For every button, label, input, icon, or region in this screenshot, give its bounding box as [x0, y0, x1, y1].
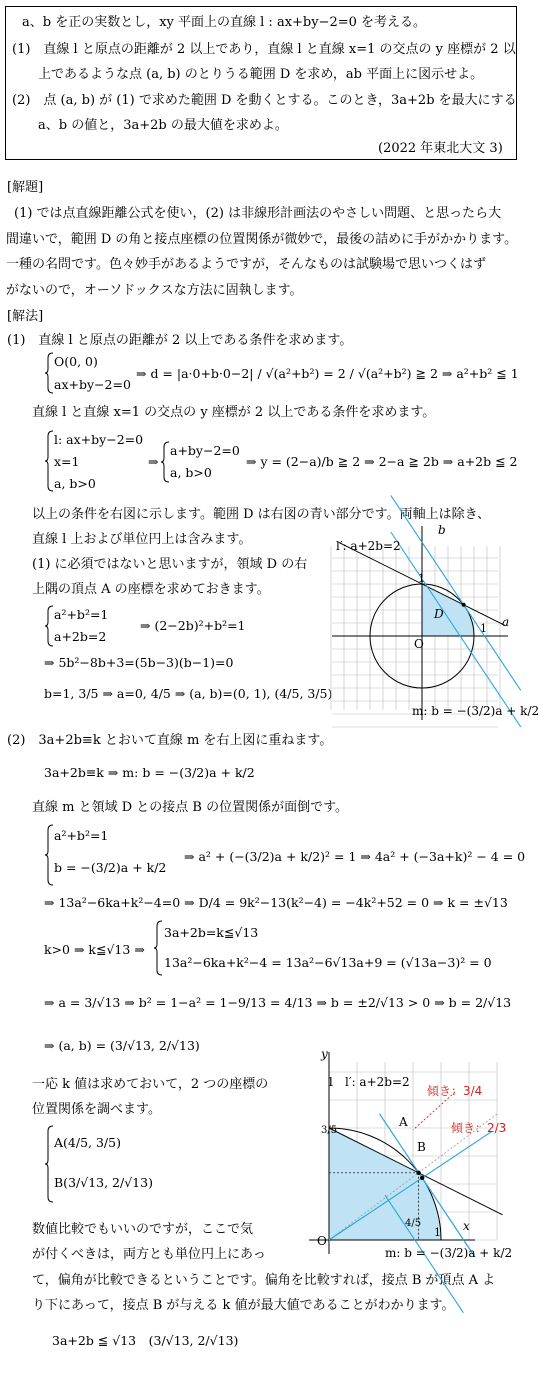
- equation: a²+b²=1: [54, 828, 109, 843]
- region-label: D: [434, 607, 444, 621]
- equation: ⇒ (2−2b)²+b²=1: [140, 618, 246, 633]
- brace: [44, 352, 54, 394]
- brace: [44, 430, 54, 492]
- tick-label: 1: [327, 1075, 335, 1089]
- equation: l: ax+by−2=0: [54, 432, 144, 447]
- solution-part1-title: (1) 直線 l と原点の距離が 2 以上である条件を求めます。: [7, 333, 353, 348]
- equation: b = −(3/2)a + k/2: [54, 860, 167, 875]
- solution-text: 以上の条件を右図に示します。範囲 D は右図の青い部分です。両軸上は除き、: [32, 507, 491, 522]
- commentary-line: 間違いで，範囲 D の角と接点座標の位置関係が微妙で，最後の詰めに手がかかります。: [6, 232, 518, 247]
- brace: [44, 824, 54, 886]
- axis-b-label: b: [438, 523, 446, 537]
- equation: b=1, 3/5 ⇒ a=0, 4/5 ⇒ (a, b)=(0, 1), (4/5, 3/5): [44, 686, 333, 701]
- solution-text: り下にあって，接点 B が与える k 値が最大値であることがわかります。: [32, 1298, 455, 1313]
- tick-label: 1: [480, 622, 487, 635]
- equation: ⇒ 13a²−6ka+k²−4=0 ⇒ D/4 = 9k²−13(k²−4) = −4k²+52 = 0 ⇒ k = ±√13: [44, 895, 508, 910]
- equation: a²+b²=1: [54, 607, 109, 622]
- slope-label: 傾き：2/3: [451, 1121, 507, 1135]
- origin-label: O: [414, 637, 424, 651]
- equation: 3a+2b≡k ⇒ m: b = −(3/2)a + k/2: [44, 765, 255, 780]
- axis-x-label: x: [463, 1219, 470, 1233]
- tick-label: 1: [418, 572, 425, 585]
- brace: [44, 1125, 54, 1203]
- equation: a+2b=2: [54, 629, 107, 644]
- inequality-derivation: ⇒ y = (2−a)/b ≧ 2 ⇒ 2−a ≧ 2b ⇒ a+2b ≦ 2: [246, 454, 518, 469]
- line-m-label: m: b = −(3/2)a + k/2: [385, 1246, 513, 1260]
- solution-text: 一応 k 値は求めておいて，2 つの座標の: [32, 1077, 269, 1092]
- commentary-line: がないので，オーソドックスな方法に固執します。: [6, 283, 303, 298]
- solution-part2-title: (2) 3a+2b≡k とおいて直線 m を右上図に重ねます。: [7, 733, 333, 748]
- axis-y-label: y: [321, 1047, 328, 1061]
- point-A: A(4/5, 3/5): [54, 1135, 121, 1150]
- solution-text: 直線 l と直線 x=1 の交点の y 座標が 2 以上である条件を求めます。: [32, 405, 436, 420]
- point-A-label: A: [399, 1115, 408, 1129]
- line-m-tangent: [391, 495, 521, 690]
- brace: [153, 920, 163, 976]
- line-l-label: l′: a+2b=2: [336, 539, 401, 553]
- tick-label: 1: [434, 1226, 441, 1239]
- slope-label: 傾き：3/4: [427, 1084, 483, 1098]
- problem-part1-line2: 上であるような点 (a, b) のとりうる範囲 D を求め，ab 平面上に図示せよ。: [38, 67, 484, 82]
- figure-tangent: [295, 1048, 521, 1260]
- tick-label: 4/5: [405, 1218, 422, 1229]
- tick-label: 3/5: [321, 1125, 338, 1136]
- solution-heading: [解法]: [7, 309, 44, 324]
- equation: 3a+2b=k≦√13: [164, 925, 259, 940]
- final-answer: 3a+2b ≦ √13 (3/√13, 2/√13): [52, 1333, 239, 1348]
- point-A-dot: [462, 603, 466, 607]
- problem-source: (2022 年東北大文 3): [378, 141, 503, 156]
- brace: [160, 441, 170, 483]
- figure-region-D: [322, 520, 522, 730]
- line-l-label: l′: a+2b=2: [345, 1075, 410, 1089]
- solution-text: て，偏角が比較できるということです。偏角を比較すれば，接点 B が頂点 A よ: [32, 1273, 496, 1288]
- distance-derivation: ⇒ d = |a·0+b·0−2| / √(a²+b²) = 2 / √(a²+b²) ≧ 2 ⇒ a²+b² ≦ 1: [136, 366, 519, 381]
- solution-text: 上隅の頂点 A の座標を求めておきます。: [32, 582, 270, 597]
- origin-label: O: [317, 1234, 327, 1248]
- commentary-line: 一種の名問です。色々妙手があるようですが，そんなものは試験場で思いつくはず: [6, 257, 486, 272]
- equation: ⇒ a² + (−(3/2)a + k/2)² = 1 ⇒ 4a² + (−3a+k)² − 4 = 0: [184, 849, 526, 864]
- line-m-label: m: b = −(3/2)a + k/2: [412, 704, 539, 718]
- point-B-dot: [420, 1176, 424, 1180]
- solution-text: 数値比較でもいいのですが，ここで気: [32, 1222, 254, 1237]
- line-m: [391, 532, 521, 727]
- solution-text: が付くべきは，両方とも単位円上にあっ: [32, 1247, 266, 1262]
- brace: [44, 605, 54, 647]
- equation: ⇒ (a, b) = (3/√13, 2/√13): [44, 1038, 200, 1053]
- equation: a, b>0: [170, 465, 212, 480]
- point-B: B(3/√13, 2/√13): [54, 1175, 153, 1190]
- commentary-line: (1) では点直線距離公式を使い，(2) は非線形計画法のやさしい問題、と思ったら大: [14, 206, 502, 221]
- equation: x=1: [54, 454, 80, 469]
- solution-text: 直線 m と領域 D との接点 B の位置関係が面倒です。: [32, 800, 349, 815]
- implies-arrow: ⇒: [148, 454, 159, 469]
- commentary-heading: [解題]: [7, 180, 44, 195]
- point-A-dot: [416, 1171, 420, 1175]
- solution-text: (1) に必須ではないと思いますが，領域 D の右: [32, 557, 308, 572]
- equation: ax+by−2=0: [54, 377, 131, 392]
- equation: ⇒ 5b²−8b+3=(5b−3)(b−1)=0: [44, 655, 234, 670]
- solution-text: 位置関係を調べます。: [32, 1102, 161, 1117]
- problem-part2-line2: a、b の値と，3a+2b の最大値を求めよ。: [38, 118, 288, 133]
- equation: O(0, 0): [54, 354, 98, 369]
- solution-text: 直線 l 上および単位円上は含みます。: [32, 532, 252, 547]
- equation: k>0 ⇒ k≦√13 ⇒: [44, 942, 145, 957]
- problem-intro: a、b を正の実数とし，xy 平面上の直線 l : ax+by−2=0 を考える。: [22, 15, 427, 30]
- equation: ⇒ a = 3/√13 ⇒ b² = 1−a² = 1−9/13 = 4/13 ⇒ b = ±2/√13 > 0 ⇒ b = 2/√13: [44, 995, 512, 1010]
- equation: a, b>0: [54, 476, 96, 491]
- problem-part1-line1: (1) 直線 l と原点の距離が 2 以上であり，直線 l と直線 x=1 の交点の y 座標が 2 以: [12, 42, 516, 57]
- equation: 13a²−6ka+k²−4 = 13a²−6√13a+9 = (√13a−3)² = 0: [164, 955, 492, 970]
- point-B-label: B: [417, 1140, 426, 1154]
- equation: a+by−2=0: [170, 443, 240, 458]
- problem-part2-line1: (2) 点 (a, b) が (1) で求めた範囲 D を動くとする。このとき，3a+2b を最大にする: [12, 93, 517, 108]
- axis-a-label: a: [502, 615, 510, 629]
